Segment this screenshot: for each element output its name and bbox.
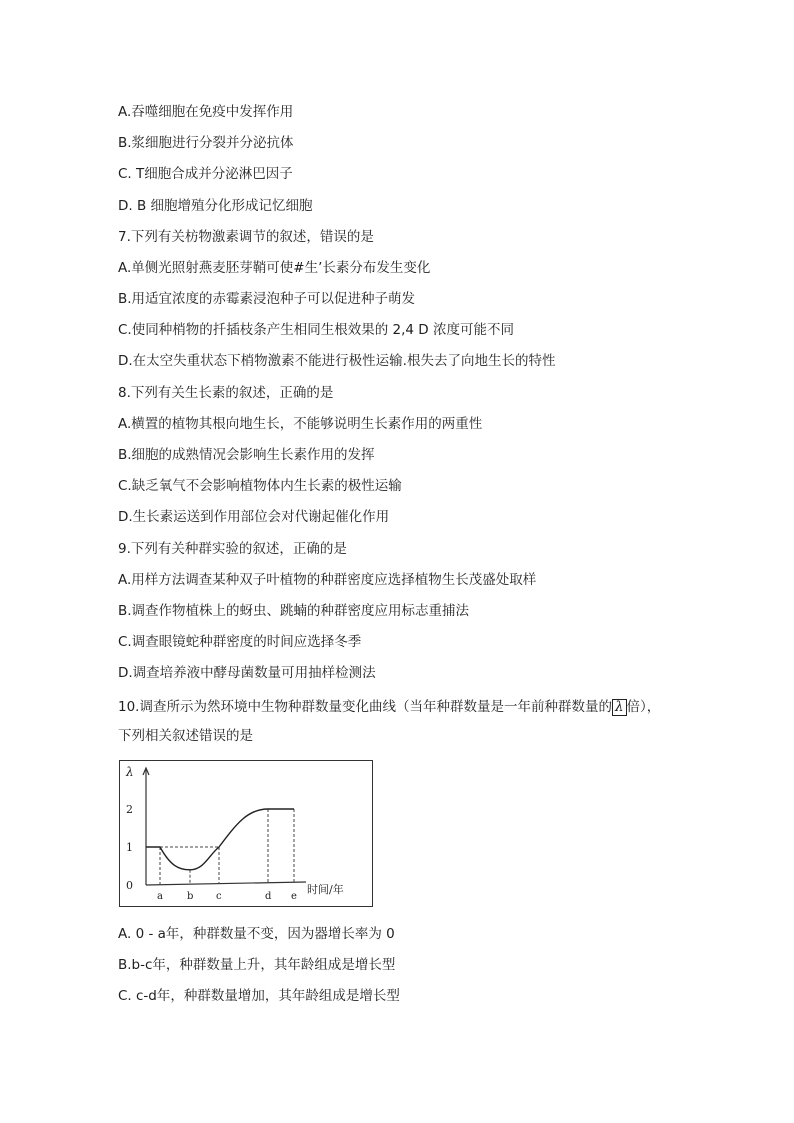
q10-stem <box>118 698 660 716</box>
q10-stem-line2: 下列相关叙述错误的是 <box>118 728 253 744</box>
q7-option-a: A.单侧光照射燕麦胚芽鞘可使#生’长素分布发生变化 <box>118 260 431 276</box>
y-axis-label: λ <box>126 765 134 779</box>
x-tick-label-e: e <box>291 891 297 902</box>
q9-option-c: C.调查眼镜蛇种群密度的时间应选择冬季 <box>118 634 362 650</box>
q7-option-c: C.使同种梢物的扦插枝条产生相同生根效果的 2,4 D 浓度可能不同 <box>118 322 514 338</box>
q6-option-c: C. T细胞合成并分泌淋巴因子 <box>118 166 293 182</box>
x-axis <box>146 882 306 885</box>
q8-option-d: D.生长素运送到作用部位会对代谢起催化作用 <box>118 509 390 525</box>
q7-option-d: D.在太空失重状态下梢物激素不能进行极性运输.根失去了向地生长的特性 <box>118 353 556 369</box>
q10-stem-part1: 10.调查所示为然环境中生物种群数量变化曲线（当年种群数量是一年前种群数量的 <box>118 699 612 715</box>
x-axis-label: 时间/年 <box>307 883 344 896</box>
q10-option-b: B.b-c年，种群数量上升，其年龄组成是增长型 <box>118 957 396 973</box>
x-tick-label-b: b <box>187 891 194 902</box>
lambda-symbol-box: λ <box>612 699 627 716</box>
q9-option-d: D.调查培养液中酵母菌数量可用抽样检测法 <box>118 665 376 681</box>
x-tick-label-c: c <box>216 891 222 902</box>
q9-option-a: A.用样方法调查某种双子叶植物的种群密度应选择植物生长茂盛处取样 <box>118 572 537 588</box>
q7-stem: 7.下列有关枋物激素调节的叙述，错误的是 <box>118 229 374 245</box>
q8-option-c: C.缺乏氧气不会影响植物体内生长素的极性运输 <box>118 478 402 494</box>
q6-option-b: B.浆细胞进行分裂并分泌抗体 <box>118 135 294 151</box>
x-tick-label-d: d <box>265 891 272 902</box>
q8-option-a: A.横置的植物其根向地生长，不能够说明生长素作用的两重性 <box>118 416 483 432</box>
y-tick-label-2: 2 <box>126 803 133 816</box>
q8-stem: 8.下列有关生长素的叙述，正确的是 <box>118 385 334 401</box>
q10-option-a: A. 0 - a年，种群数量不变，因为器增长率为 0 <box>118 926 395 942</box>
y-tick-label-1: 1 <box>126 841 133 854</box>
lambda-curve <box>146 809 294 870</box>
population-lambda-chart <box>119 760 373 907</box>
q6-option-d: D. B 细胞增殖分化形成记忆细胞 <box>118 198 313 214</box>
x-tick-label-a: a <box>157 891 163 902</box>
chart-svg <box>120 761 372 906</box>
q8-option-b: B.细胞的成熟情况会影响生长素作用的发挥 <box>118 447 375 463</box>
y-tick-label-0: 0 <box>126 879 133 892</box>
q10-stem-part2: 倍）， <box>626 699 661 715</box>
q9-stem: 9.下列有关种群实验的叙述，正确的是 <box>118 541 347 557</box>
q6-option-a: A.吞噬细胞在免疫中发挥作用 <box>118 104 294 120</box>
q7-option-b: B.用适宜浓度的赤霉素浸泡种子可以促进种子萌发 <box>118 291 416 307</box>
q10-option-c: C. c-d年，种群数量增加，其年龄组成是增长型 <box>118 988 400 1004</box>
q9-option-b: B.调查作物植株上的蚜虫、跳蝻的种群密度应用标志重捕法 <box>118 603 470 619</box>
